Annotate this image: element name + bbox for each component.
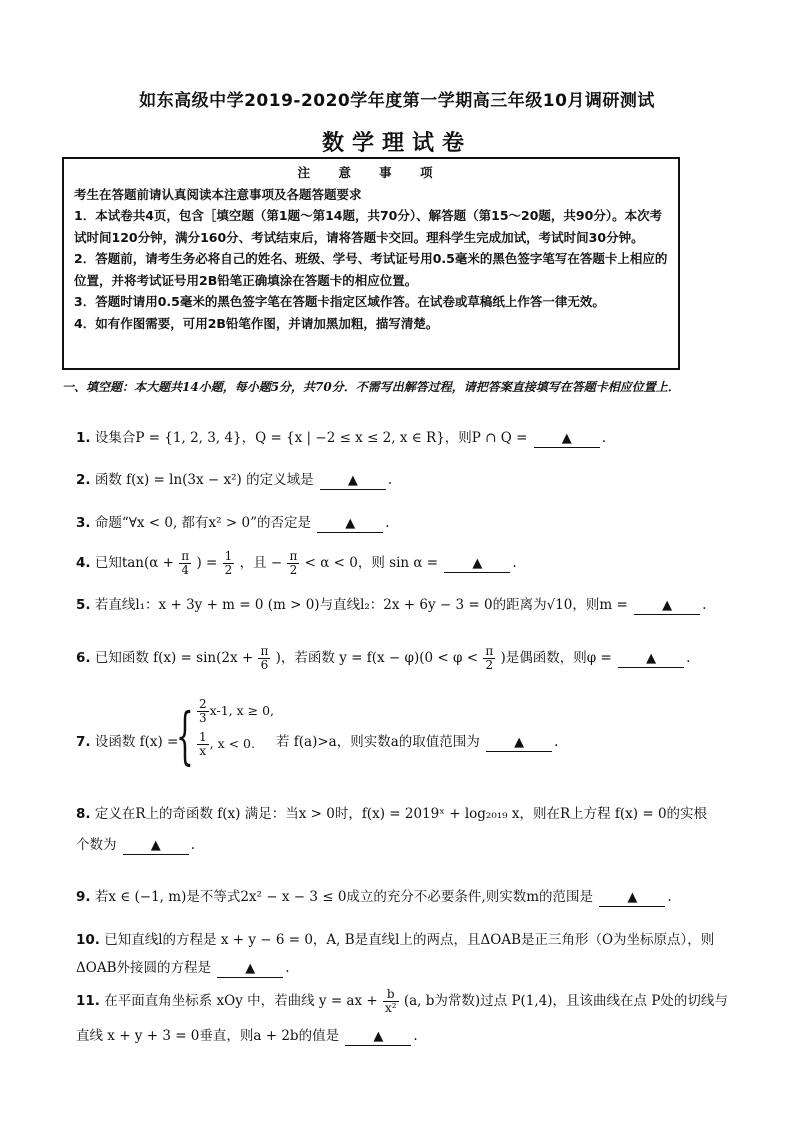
answer-blank[interactable] [123,837,189,855]
notice-item-3: 3．答题时请用0.5毫米的黑色签字笔在答题卡指定区域作答。在试卷或草稿纸上作答一律无效。 [74,294,605,309]
question-10: 10. 已知直线l的方程是 x + y − 6 = 0，A, B是直线l上的两点，且ΔOAB是正三角形（O为坐标原点），则 ΔOAB外接圆的方程是 ▲ . [76,932,715,976]
triangle-marker: ▲ [561,431,572,446]
piecewise-brace: { [176,699,194,772]
question-number: 10. [76,932,100,948]
answer-blank[interactable] [618,650,684,668]
fraction: $\frac{\pi}{6}$ [260,644,269,672]
question-5: 5. 若直线l₁：x + 3y + m = 0 (m > 0)与直线l₂：2x + 6y − 3 = 0的距离为√10，则m = ▲ . [76,597,707,613]
triangle-marker: ▲ [245,961,256,976]
question-text: 设集合P = {1, 2, 3, 4}，Q = {x | −2 ≤ x ≤ 2, x ∈ R}，则P ∩ Q = [94,430,528,446]
question-4: 4. 已知tan(α + $\frac{\pi}{4}$ ) = $\frac{1}{2}$ ，且 − $\frac{\pi}{2}$ < α < 0，则 sin α = ▲ . [76,549,517,577]
triangle-marker: ▲ [662,598,673,613]
question-1: 1. 设集合P = {1, 2, 3, 4}，Q = {x | −2 ≤ x ≤ 2, x ∈ R}，则P ∩ Q = ▲ . [76,430,607,446]
question-9: 9. 若x ∈ (−1, m)是不等式2x² − x − 3 ≤ 0成立的充分不必要条件,则实数m的范围是 ▲ . [76,889,672,905]
answer-blank[interactable] [534,430,600,448]
answer-blank[interactable] [634,597,700,615]
piecewise-row-1: $\frac{2}{3}$ x-1, x ≥ 0, [199,697,274,725]
answer-blank[interactable] [599,889,665,907]
notice-intro: 考生在答题前请认真阅读本注意事项及各题答题要求 [74,186,362,202]
triangle-marker: ▲ [472,556,483,571]
question-number: 6. [76,650,91,666]
question-8: 8. 定义在R上的奇函数 f(x) 满足：当x > 0时，f(x) = 2019ˣ + log₂₀₁₉ x，则在R上方程 f(x) = 0的实根 个数为 ▲ . [76,806,708,853]
triangle-marker: ▲ [373,1029,384,1044]
question-number: 2. [76,472,91,488]
question-number: 8. [76,806,91,822]
fraction: $\frac{\pi}{4}$ [181,549,190,577]
question-6: 6. 已知函数 f(x) = sin(2x + $\frac{\pi}{6}$ )，若函数 y = f(x − φ)(0 < φ < $\frac{\pi}{2}$ )是偶函数，则φ = ▲ . [76,644,691,672]
question-7-condition: 若 f(a)>a，则实数a的取值范围为 ▲ . [276,734,559,750]
answer-blank[interactable] [444,555,510,573]
notice-heading: 注 意 事 项 [297,165,445,180]
question-text: 若直线l₁：x + 3y + m = 0 (m > 0)与直线l₂：2x + 6y − 3 = 0的距离为√10，则m = [94,597,628,613]
exam-subtitle: 数学理试卷 [321,131,472,156]
question-number: 11. [76,993,100,1009]
answer-blank[interactable] [345,1028,411,1046]
piecewise-row-2: $\frac{1}{x}$ , x < 0. [199,730,255,758]
triangle-marker: ▲ [345,516,356,531]
fraction: $\frac{b}{\text{x²}}$ [384,987,397,1015]
question-7-label: 7. 设函数 f(x) = [76,734,179,750]
question-number: 9. [76,889,91,905]
triangle-marker: ▲ [514,735,525,750]
fraction: $\frac{1}{2}$ [224,549,233,577]
question-text: 命题“∀x < 0, 都有x² > 0”的否定是 [94,515,311,531]
question-11: 11. 在平面直角坐标系 xOy 中，若曲线 y = ax + $\frac{b}{\text{x²}}$ (a, b为常数)过点 P(1,4)，且该曲线在点 P处的切线与 直线 x + y + 3 = 0垂直，则a + 2b的值是 ▲ . [76,987,728,1044]
triangle-marker: ▲ [150,838,161,853]
triangle-marker: ▲ [646,651,657,666]
answer-blank[interactable] [317,515,383,533]
question-number: 7. [76,734,91,750]
fraction: $\frac{\pi}{2}$ [485,644,494,672]
question-3: 3. 命题“∀x < 0, 都有x² > 0”的否定是 ▲ . [76,515,390,531]
question-number: 4. [76,555,91,571]
piecewise-cases [186,698,274,758]
answer-blank[interactable] [320,472,386,490]
question-text: 若x ∈ (−1, m)是不等式2x² − x − 3 ≤ 0成立的充分不必要条件,则实数m的范围是 [94,889,594,905]
notice-item-4: 4．如有作图需要，可用2B铅笔作图，并请加黑加粗，描写清楚。 [74,315,439,331]
triangle-marker: ▲ [627,890,638,905]
question-number: 1. [76,430,91,446]
question-2: 2. 函数 f(x) = ln(3x − x²) 的定义域是 ▲ . [76,472,393,488]
triangle-marker: ▲ [347,473,358,488]
question-number: 3. [76,515,91,531]
answer-blank[interactable] [486,734,552,752]
fraction: $\frac{\pi}{2}$ [289,549,298,577]
question-number: 5. [76,597,91,613]
exam-header-title: 如东高级中学2019-2020学年度第一学期高三年级10月调研测试 [139,91,655,111]
notice-item-2: 2．答题前，请考生务必将自己的姓名、班级、学号、考试证号用0.5毫米的黑色签字笔写在答题卡上相应的位置，并将考试证号用2B铅笔正确填涂在答题卡的相应位置。 [74,251,668,288]
section-heading: 一、填空题：本大题共14小题，每小题5分，共70分．不需写出解答过程，请把答案直接填写在答题卡相应位置上． [62,380,680,394]
notice-item-1: 1．本试卷共4页，包含［填空题（第1题～第14题，共70分）、解答题（第15～20题，共90分）。本次考试时间120分钟，满分160分、考试结束后，请将答题卡交回。理科学生完成加试，考试时间30分钟。 [74,208,663,245]
notice-box [62,157,680,370]
question-text: 函数 f(x) = ln(3x − x²) 的定义域是 [94,472,314,488]
answer-blank[interactable] [217,960,283,978]
